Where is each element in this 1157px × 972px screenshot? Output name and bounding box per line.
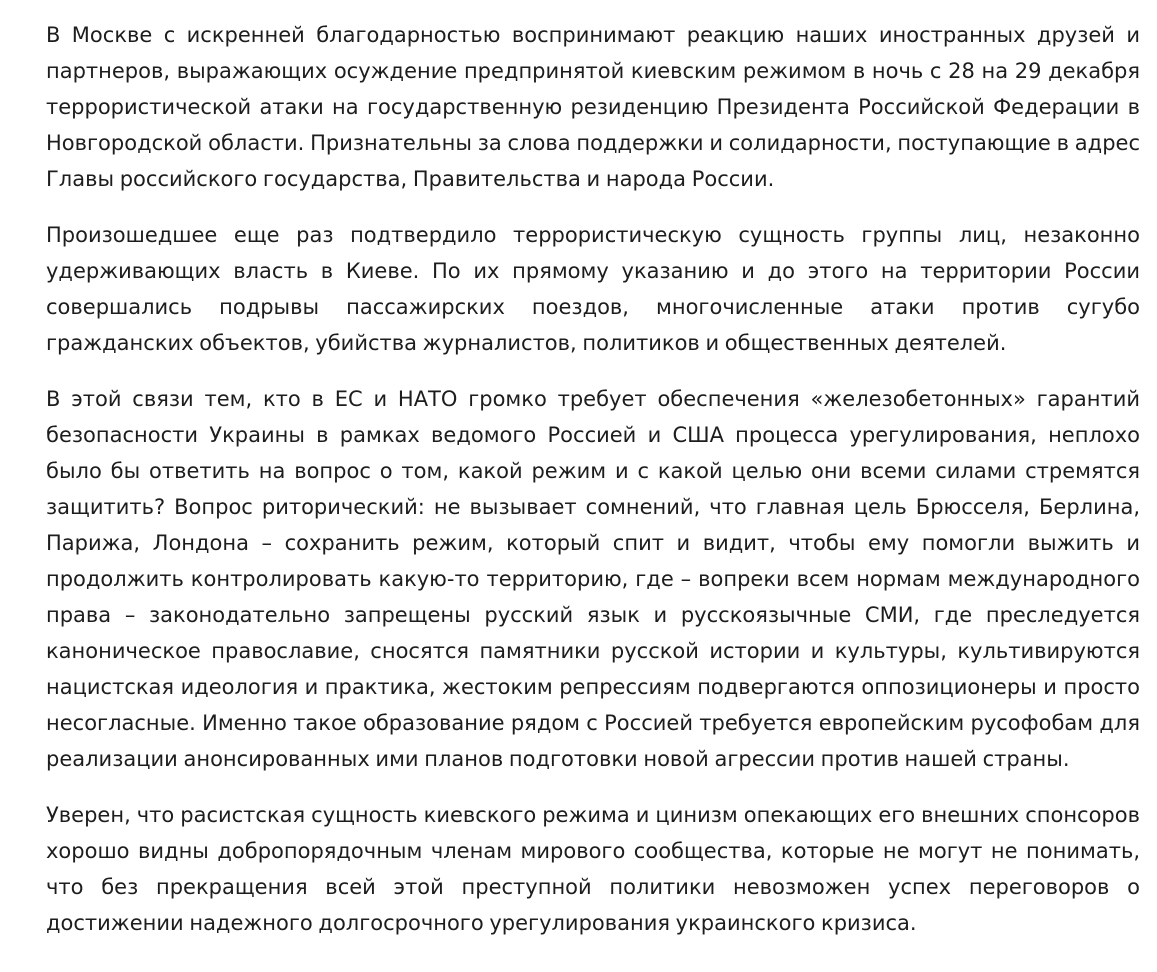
paragraph-1: В Москве с искренней благодарностью воспринимают реакцию наших иностранных друзей и партнеров, выражающих осуждение предпринятой киевским режимом в ночь с 28 на 29 декабря террористической атаки на государственную резиденцию Президента Российской Федерации в Новгородской области. Признательны за слова поддержки и солидарности, поступающие в адрес Главы российского государства, Правительства и народа России. <box>46 23 1140 191</box>
paragraph-3: В этой связи тем, кто в ЕС и НАТО громко требует обеспечения «железобетонных» гарантий безопасности Украины в рамках ведомого Россией и США процесса урегулирования, неплохо было бы ответить на вопрос о том, какой режим и с какой целью они всеми силами стремятся защитить? Вопрос риторический: не вызывает сомнений, что главная цель Брюсселя, Берлина, Парижа, Лондона – сохранить режим, который спит и видит, чтобы ему помогли выжить и продолжить контролировать какую-то территорию, где – вопреки всем нормам международного права – законодательно запрещены русский язык и русскоязычные СМИ, где преследуется каноническое православие, сносятся памятники русской истории и культуры, культивируются нацистская идеология и практика, жестоким репрессиям подвергаются оппозиционеры и просто несогласные. Именно такое образование рядом с Россией требуется европейским русофобам для реализации анонсированных ими планов подготовки новой агрессии против нашей страны. <box>46 387 1140 771</box>
paragraph-2: Произошедшее еще раз подтвердило террористическую сущность группы лиц, незаконно удерживающих власть в Киеве. По их прямому указанию и до этого на территории России совершались подрывы пассажирских поездов, многочисленные атаки против сугубо гражданских объектов, убийства журналистов, политиков и общественных деятелей. <box>46 223 1140 355</box>
paragraph-4: Уверен, что расистская сущность киевского режима и цинизм опекающих его внешних спонсоров хорошо видны добропорядочным членам мирового сообщества, которые не могут не понимать, что без прекращения всей этой преступной политики невозможен успех переговоров о достижении надежного долгосрочного урегулирования украинского кризиса. <box>46 803 1140 935</box>
